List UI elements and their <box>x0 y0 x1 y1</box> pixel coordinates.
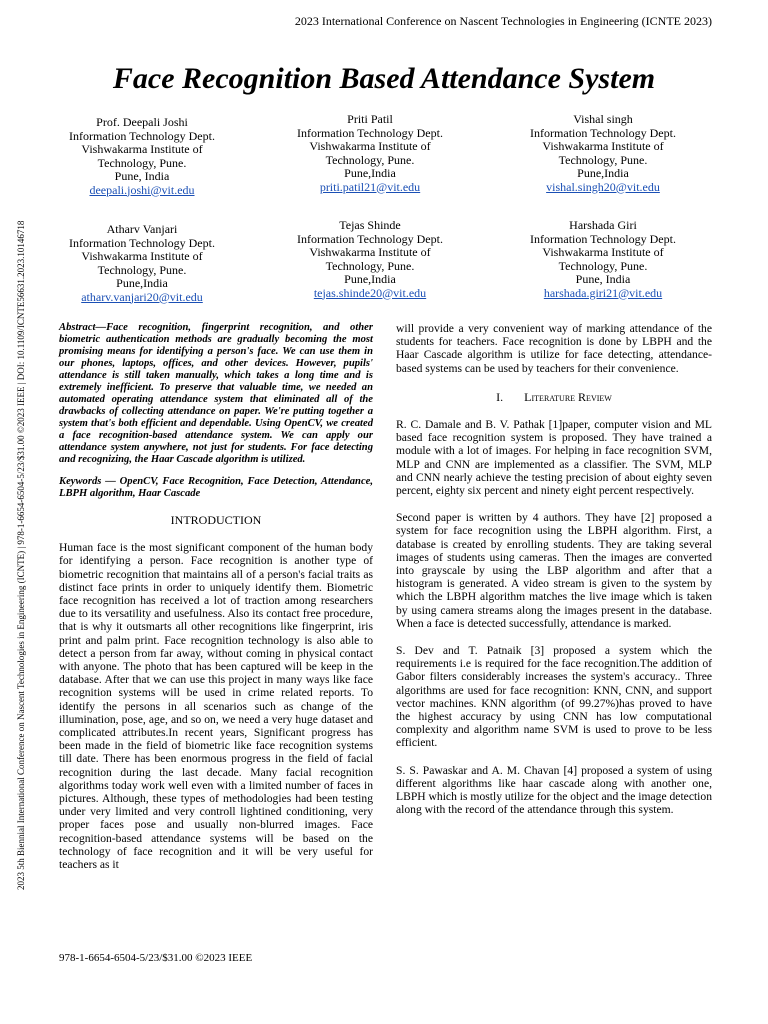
author-name: Atharv Vanjari <box>106 222 178 236</box>
author-city: Pune,India <box>116 276 168 290</box>
author-inst: Technology, Pune. <box>558 258 648 273</box>
author-dept: Information Technology Dept. <box>530 125 676 140</box>
abstract: Abstract—Face recognition, fingerprint recognition, and other biometric authentication methods are gradually becoming the most promising means for identifying a person's face. We can use them in our phones, laptops, offices, and other devices. However, pupils' attendance is still taken manually, which takes a long time and is extremely inefficient. To preserve that valuable time, we needed an automated operating attendance system that eliminated all of the drawbacks of collecting attendance on paper. We're putting together a system that's both efficient and dependable. Using OpenCV, we created a face recognition-based attendance system. We can apply our attendance system anywhere, not just for students. For face detecting and recognizing, the Haar Cascade algorithm is utilized. <box>59 322 373 465</box>
side-banner: 2023 5th Biennial International Conference on Nascent Technologies in Engineering (ICNTE) | 978-1-6654-6504-5/23/$31.00 ©2023 IEEE | DOI: 10.1109/ICNTE56631.2023.10146718 <box>16 220 26 890</box>
author-city: Pune,India <box>577 166 629 180</box>
author-email-link[interactable]: deepali.joshi@vit.edu <box>89 182 195 197</box>
author-dept: Information Technology Dept. <box>69 235 215 250</box>
author-city: Pune,India <box>344 272 396 286</box>
author-inst: Vishwakarma Institute of <box>81 142 203 156</box>
author-block <box>42 223 242 304</box>
keywords: Keywords — OpenCV, Face Recognition, Face Detection, Attendance, LBPH algorithm, Haar Cascade <box>59 476 373 499</box>
author-name: Priti Patil <box>347 112 393 126</box>
author-dept: Information Technology Dept. <box>297 125 443 140</box>
author-name: Harshada Giri <box>569 218 637 232</box>
author-inst: Technology, Pune. <box>97 262 187 277</box>
section-number: I. <box>496 389 504 404</box>
author-inst: Vishwakarma Institute of <box>81 249 203 263</box>
literature-paragraph: R. C. Damale and B. V. Pathak [1]paper, computer vision and ML based face recognition system is proposed. They have trained a module with a lot of images. For helping in face recognition SVM, MLP and CNN are implemented as a classifier. The SVM, MLP and CNN nearly achieve the testing precision of about eighty seven percent, eighty six percent and ninety eight percent respectively. <box>396 418 712 498</box>
author-name: Tejas Shinde <box>339 218 401 232</box>
author-inst: Vishwakarma Institute of <box>309 139 431 153</box>
literature-paragraph: S. S. Pawaskar and A. M. Chavan [4] proposed a system of using different algorithms like haar cascade along with another one, LBPH which is mostly utilize for the object and the image detection along with the record of the attendance through this system. <box>396 763 712 817</box>
author-dept: Information Technology Dept. <box>69 128 215 143</box>
author-inst: Vishwakarma Institute of <box>309 245 431 259</box>
author-name: Vishal singh <box>573 112 633 126</box>
author-name: Prof. Deepali Joshi <box>96 115 188 129</box>
right-column <box>396 322 712 831</box>
author-dept: Information Technology Dept. <box>530 231 676 246</box>
footer-copyright: 978-1-6654-6504-5/23/$31.00 ©2023 IEEE <box>59 952 253 964</box>
author-block <box>270 113 470 194</box>
section-label: Literature Review <box>524 389 612 404</box>
author-email-link[interactable]: vishal.singh20@vit.edu <box>546 179 660 194</box>
author-inst: Technology, Pune. <box>558 152 648 167</box>
literature-paragraph: S. Dev and T. Patnaik [3] proposed a system which the requirements i.e is required for the face recognition.The addition of Gabor filters considerably increases the system's accuracy.. Three algorithms are used for face recognition: KNN, CNN, and support vector machines. KNN algorithm (of 99.27%)has proved to have the highest accuracy by using CNN has low computational complexity and algorithm name SVM is used to prove to be less efficient. <box>396 644 712 750</box>
author-city: Pune, India <box>114 169 170 183</box>
introduction-continued: will provide a very convenient way of marking attendance of the students for teachers. Face recognition is done by LBPH and the Haar Cascade algorithm is utilize for face detecting, attendance-based systems can be used by teachers for their convenience. <box>396 322 712 375</box>
author-inst: Technology, Pune. <box>325 152 415 167</box>
author-email-link[interactable]: atharv.vanjari20@vit.edu <box>81 289 203 304</box>
author-block <box>503 219 703 300</box>
author-inst: Technology, Pune. <box>97 155 187 170</box>
author-email-link[interactable]: priti.patil21@vit.edu <box>319 179 421 194</box>
author-block <box>270 219 470 300</box>
left-column <box>59 322 373 871</box>
paper-title: Face Recognition Based Attendance System <box>112 62 656 95</box>
section-title-literature-review <box>396 391 712 404</box>
author-inst: Vishwakarma Institute of <box>542 139 664 153</box>
author-email-link[interactable]: tejas.shinde20@vit.edu <box>313 285 427 300</box>
author-inst: Technology, Pune. <box>325 258 415 273</box>
conference-header: 2023 International Conference on Nascent Technologies in Engineering (ICNTE 2023) <box>294 14 712 28</box>
introduction-text: Human face is the most significant component of the human body for identifying a person. Face recognition is another type of biometric recognition that maintains all of a person's facial traits as distinct face prints in order to uniquely identify them. Biometric face recognition has received a lot of traction among researchers due to its versatility and usefulness. Also its contact free procedure, that is why it outsmarts all other recognitions like fingerprint, iris print and palm print. Face recognition technology is also able to detect a person from far away, without coming in physical contact with anyone. The photo that has been captured will be keep in the database. After that we can use this project in many ways like face recognition systems will be used in crime related reports. To identify the persons in all scenarios such as change of the illumination, pose, age, and so on, we need a very huge dataset and complicated attributes.In recent years, Significant progress has been made in the field of biometric like face recognition systems till date. There has been enormous progress in the field of facial recognition during the last decade. Many facial recognition algorithms today work well even with a limited number of faces in pictures. Although, these types of methodologies had been testing under very limited and very controll lightined conditioning, very proper faces pose and usually non-blurred images. Face recognition-based attendance systems will be based on the technology of face recognition and it will be very useful for teachers as it <box>59 541 373 872</box>
literature-paragraph: Second paper is written by 4 authors. They have [2] proposed a system for face recognition using the LBPH algorithm. First, a database is created by enrolling students. They are taking several images of students using cameras. Then the images are converted into grayscale by using the LBP algorithm and after that a histogram is generated. A video stream is given to the system by which the LBPH algorithm matches the live image which is taken by using camera streams along the images present in the database. When a face is detected successfully, attendance is marked. <box>396 511 712 630</box>
author-city: Pune,India <box>344 166 396 180</box>
author-email-link[interactable]: harshada.giri21@vit.edu <box>543 285 663 300</box>
author-block <box>42 116 242 197</box>
author-dept: Information Technology Dept. <box>297 231 443 246</box>
author-city: Pune, India <box>575 272 631 286</box>
author-block <box>503 113 703 194</box>
section-title-introduction: INTRODUCTION <box>170 513 262 527</box>
author-inst: Vishwakarma Institute of <box>542 245 664 259</box>
